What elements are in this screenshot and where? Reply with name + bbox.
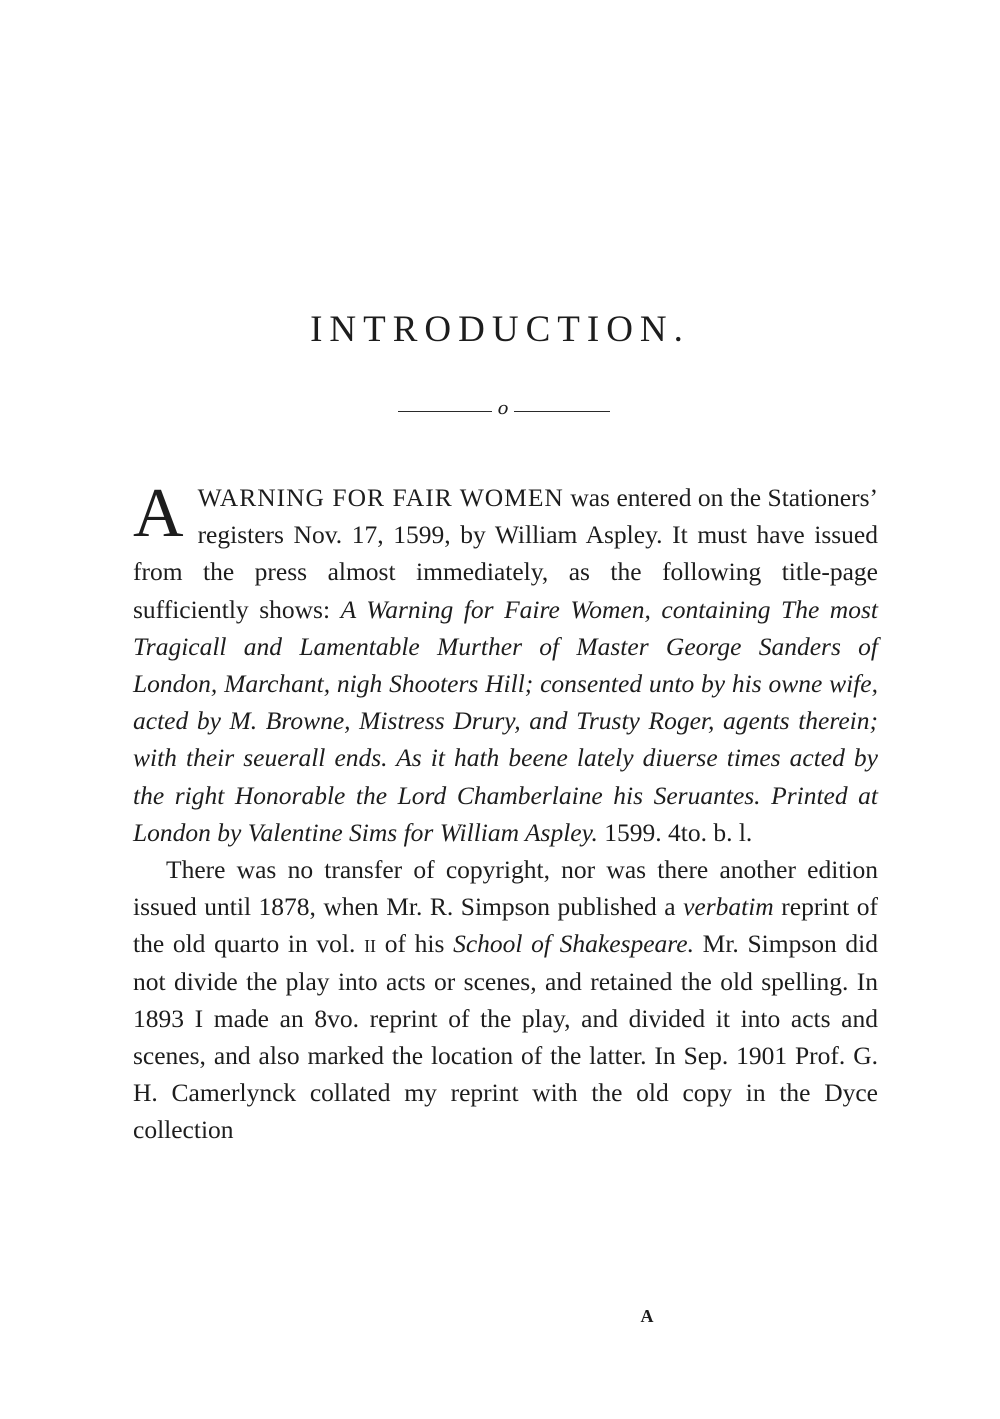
paragraph-2-text-b: reprint of the old quarto in vol. <box>133 892 878 959</box>
signature-mark: A <box>640 1306 654 1326</box>
paragraph-1-text-b: 1599. 4to. b. l. <box>597 817 753 847</box>
volume-numeral: ii <box>364 929 377 959</box>
title-page-transcription: A Warning for Faire Women, containing The most Tragicall and Lamentable Murther of Master George Sanders of London, Marchant, nigh Shooters Hill; consented unto by his owne wife, acted by M. Browne, Mistress Drury, and Trusty Roger, agents therein; with their seuerall ends. As it hath beene lately diuerse times acted by the right Honorable the Lord Chamberlaine his Seruantes. Printed at London by Valentine Sims for William Aspley. <box>133 594 878 847</box>
ornament-right-rule <box>514 411 610 412</box>
paragraph-2-text-d: Mr. Simpson did not divide the play into acts or scenes, and retained the old spelling. In 1893 I made an 8vo. reprint of the play, and divided it into acts and scenes, and also marked the location of the latter. In Sep. 1901 Prof. G. H. Camerlynck collated my reprint with the old copy in the Dyce collection <box>133 929 879 1145</box>
paragraph-2-text-a: There was no transfer of copyright, nor was there another edition issued until 1878, when Mr. R. Simpson published a <box>133 855 878 922</box>
body-text <box>133 475 879 1149</box>
paragraph-1 <box>133 475 878 851</box>
play-title-caps: WARNING FOR FAIR WOMEN <box>197 483 564 512</box>
italic-verbatim: verbatim <box>683 892 774 922</box>
italic-school-of-shakespeare: School of Shakespeare. <box>453 929 694 959</box>
paragraph-1-text-a: was entered on the Stationers’ registers Nov. 17, 1599, by William Aspley. It must have issued from the press almost immediately, as the following title-page sufficiently shows: <box>133 483 878 624</box>
ornament-left-rule <box>398 411 492 412</box>
ornament-glyph: o <box>497 398 509 419</box>
paragraph-2 <box>133 851 878 1149</box>
paragraph-2-text-c: of his <box>376 929 454 959</box>
drop-cap: A <box>133 475 184 552</box>
title-ornament-rule <box>398 398 610 421</box>
page-title: INTRODUCTION. <box>310 309 690 350</box>
